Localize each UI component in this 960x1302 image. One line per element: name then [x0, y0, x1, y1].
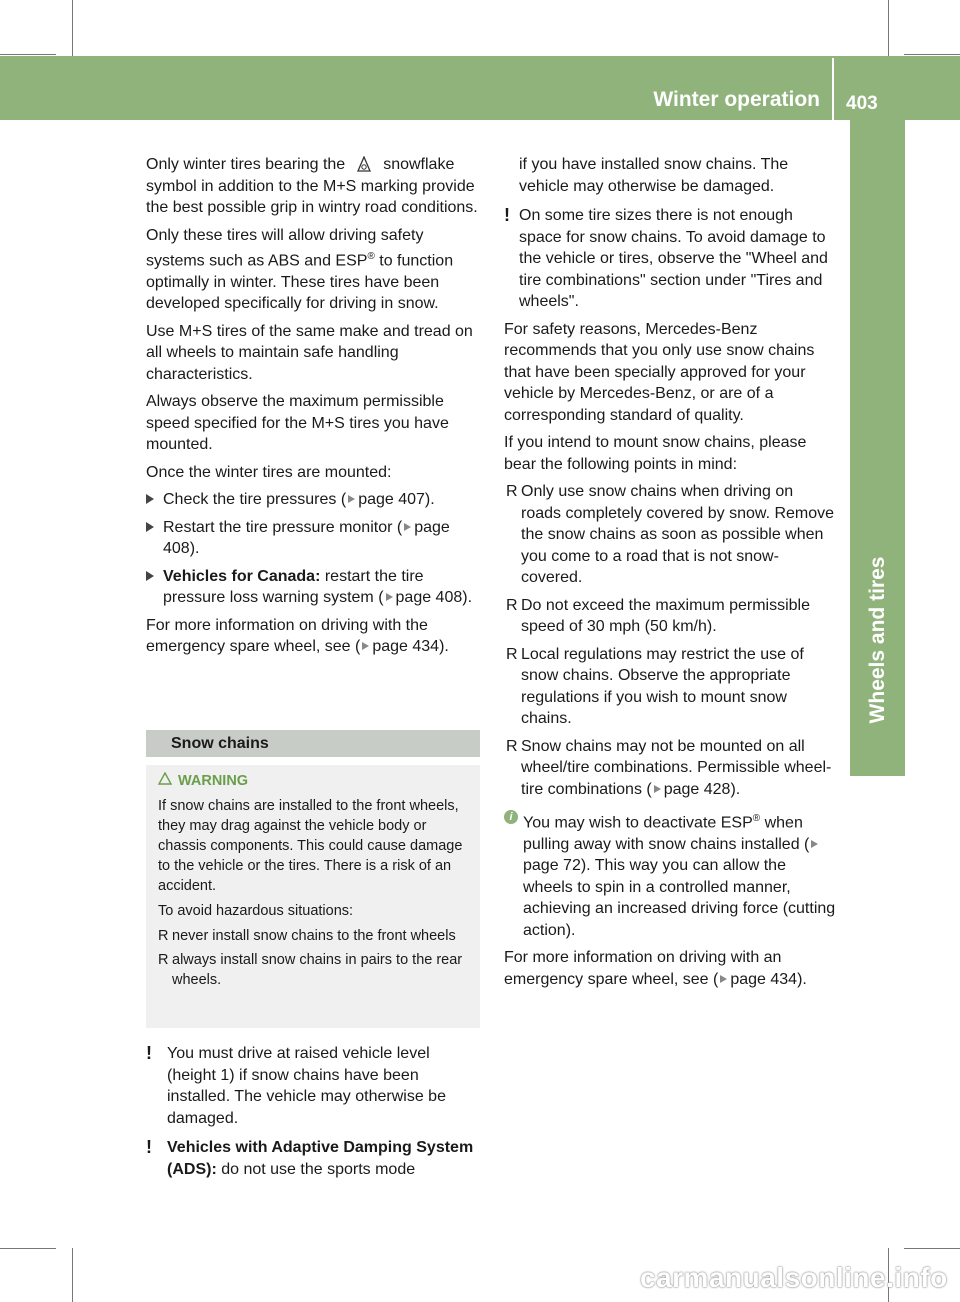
- note-exclamation-icon: !: [504, 205, 510, 225]
- paragraph: For safety reasons, Mercedes-Benz recommends that you only use snow chains that have been specially approved for your vehicle by Mercedes-Benz, or are of a corresponding standard of quality.: [504, 320, 815, 424]
- section-heading: Snow chains: [146, 730, 480, 757]
- watermark: carmanualsonline.info: [640, 1262, 948, 1293]
- step: Check the tire pressures ( page 407).: [146, 489, 482, 511]
- warning-intro: To avoid hazardous situations:: [158, 903, 354, 919]
- paragraph: Only these tires will allow driving safety systems such as ABS and ESP® to function optimally in winter. These tires have been developed specifically for driving in snow.: [146, 226, 454, 313]
- note-exclamation-icon: !: [146, 1043, 152, 1063]
- list-item: R Only use snow chains when driving on roads completely covered by snow. Remove the snow chains as soon as possible when you come to a road that is not snow-covered.: [506, 483, 835, 586]
- right-column: [504, 154, 836, 996]
- step: Vehicles for Canada: restart the tire pressure loss warning system ( page 408).: [146, 566, 482, 609]
- paragraph: if you have installed snow chains. The vehicle may otherwise be damaged.: [519, 156, 789, 195]
- info-note: i You may wish to deactivate ESP® when pulling away with snow chains installed (page 72). This way you can allow the wheels to spin in a controlled manner, achieving an increased driving force (cutting action).: [504, 808, 836, 941]
- paragraph: For more information on driving with the emergency spare wheel, see ( page 434).: [146, 616, 449, 656]
- step-arrow-icon: [146, 522, 154, 532]
- list-item: R Do not exceed the maximum permissible speed of 30 mph (50 km/h).: [506, 596, 811, 635]
- page-number: 403: [846, 93, 878, 114]
- page-ref-icon: [404, 523, 411, 531]
- paragraph: Always observe the maximum permissible speed specified for the M+S tires you have mounted.: [146, 393, 449, 454]
- crop-mark: [904, 1248, 960, 1249]
- note: ! Vehicles with Adaptive Damping System (ADS): do not use the sports mode: [146, 1137, 474, 1178]
- crop-mark: [888, 0, 889, 56]
- step-arrow-icon: [146, 571, 154, 581]
- warning-box: [146, 765, 480, 1028]
- side-tab-label: Wheels and tires: [866, 556, 889, 724]
- chapter-title: Winter operation: [653, 88, 820, 111]
- info-icon: i: [504, 810, 518, 824]
- left-column: [146, 154, 482, 664]
- paragraph: Use M+S tires of the same make and tread on all wheels to maintain safe handling characteristics.: [146, 322, 473, 383]
- paragraph: Only winter tires bearing the snowflake symbol in addition to the M+S marking provide the best possible grip in wintry road conditions.: [146, 156, 478, 216]
- paragraph: If you intend to mount snow chains, please bear the following points in mind:: [504, 434, 807, 473]
- side-tab-marker: [850, 733, 905, 776]
- crop-mark: [0, 54, 56, 55]
- step: Restart the tire pressure monitor ( page 408).: [146, 517, 482, 560]
- warning-content: [158, 771, 473, 994]
- snowflake-mountain-icon: [357, 156, 371, 172]
- note: ! On some tire sizes there is not enough space for snow chains. To avoid damage to the vehicle or tires, observe the "Wheel and tire combinations" section under "Tires and wheels".: [504, 205, 828, 310]
- warning-bullet: R never install snow chains to the front wheels: [158, 928, 456, 944]
- page-ref-icon: [348, 495, 355, 503]
- note-exclamation-icon: !: [146, 1137, 152, 1157]
- warning-bullet: R always install snow chains in pairs to the rear wheels.: [158, 952, 463, 988]
- page-ref-icon: [362, 642, 369, 650]
- left-notes: [146, 1043, 482, 1186]
- list-item: R Local regulations may restrict the use of snow chains. Observe the appropriate regulations if you wish to mount snow chains.: [506, 645, 804, 727]
- page-ref-icon: [654, 785, 661, 793]
- paragraph: Once the winter tires are mounted:: [146, 463, 392, 481]
- crop-mark: [72, 0, 73, 56]
- page-ref-icon: [720, 975, 727, 983]
- crop-mark: [72, 1248, 73, 1302]
- warning-text: If snow chains are installed to the front wheels, they may drag against the vehicle body or chassis components. This could cause damage to the vehicle or the tires. There is a risk of an accident.: [158, 798, 463, 894]
- page-ref-icon: [811, 840, 818, 848]
- crop-mark: [904, 54, 960, 55]
- step-arrow-icon: [146, 494, 154, 504]
- page-ref-icon: [386, 593, 393, 601]
- paragraph: For more information on driving with an emergency spare wheel, see ( page 434).: [504, 949, 807, 988]
- warning-title: WARNING: [178, 773, 249, 789]
- note: ! You must drive at raised vehicle level (height 1) if snow chains have been installed. The vehicle may otherwise be damaged.: [146, 1043, 446, 1127]
- crop-mark: [0, 1248, 56, 1249]
- list-item: R Snow chains may not be mounted on all wheel/tire combinations. Permissible wheel-tire combinations ( page 428).: [506, 737, 832, 798]
- header-divider: [832, 58, 834, 120]
